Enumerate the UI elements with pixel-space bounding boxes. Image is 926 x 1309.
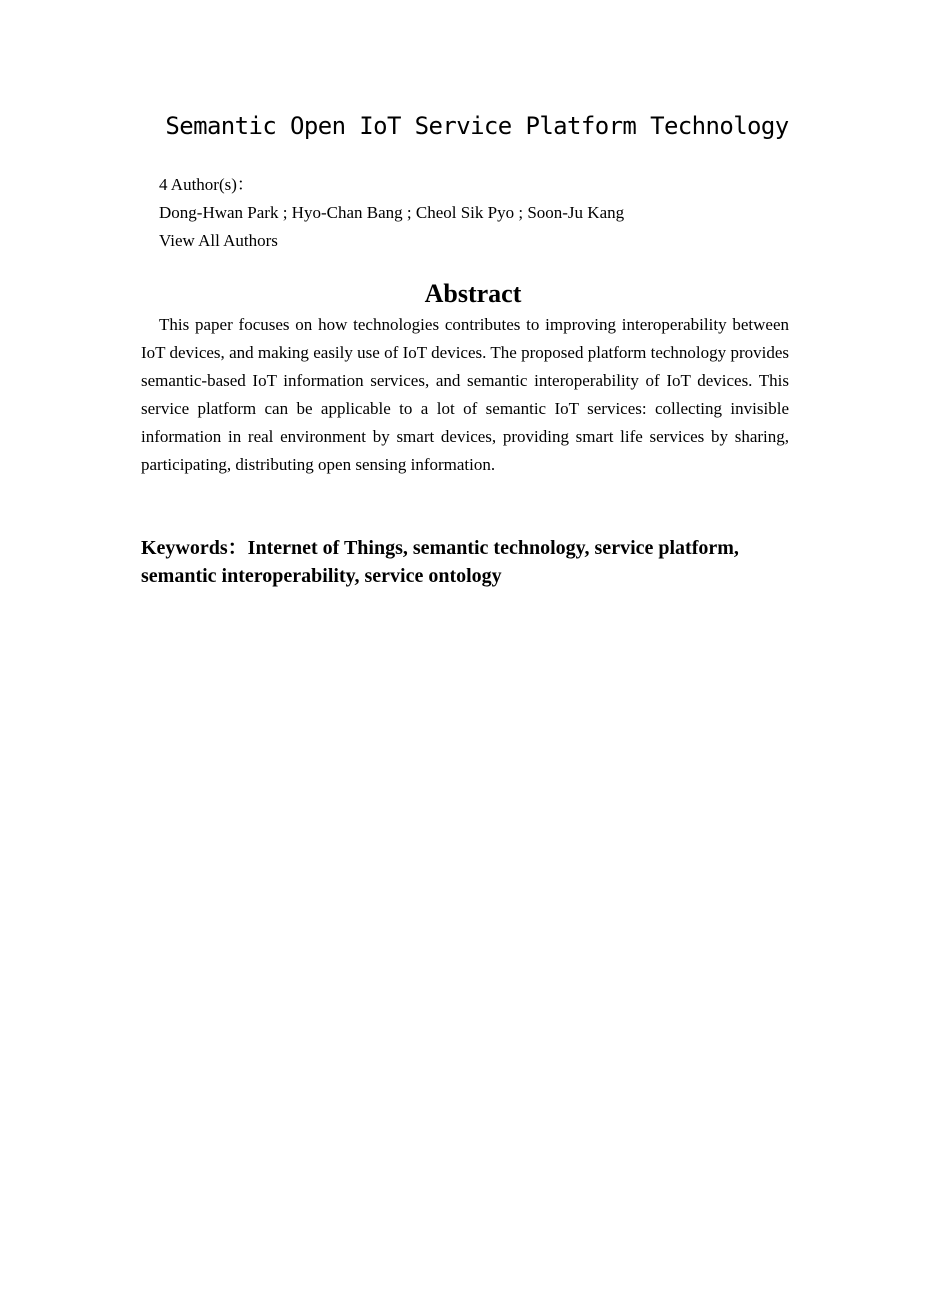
keywords-label: Keywords： bbox=[141, 537, 248, 559]
abstract-text: This paper focuses on how technologies contributes to improving interoperability between IoT devices, and making easily use of IoT devices. The proposed platform technology provides semantic-based IoT information services, and semantic interoperability of IoT devices. This service platform can be applicable to a lot of semantic IoT services: collecting invisible information in real environment by smart devices, providing smart life services by sharing, participating, distributing open sensing information. bbox=[141, 315, 789, 474]
abstract-heading: Abstract bbox=[424, 279, 522, 308]
paper-title: Semantic Open IoT Service Platform Technology bbox=[165, 112, 789, 140]
keywords-section bbox=[141, 534, 801, 590]
keywords-text: Internet of Things, semantic technology, service platform, semantic interoperability, service ontology bbox=[141, 537, 739, 587]
view-all-authors-link[interactable]: View All Authors bbox=[159, 231, 278, 250]
author-count: 4 Author(s)： bbox=[159, 175, 254, 194]
author-list: Dong-Hwan Park ; Hyo-Chan Bang ; Cheol Sik Pyo ; Soon-Ju Kang bbox=[159, 203, 625, 222]
